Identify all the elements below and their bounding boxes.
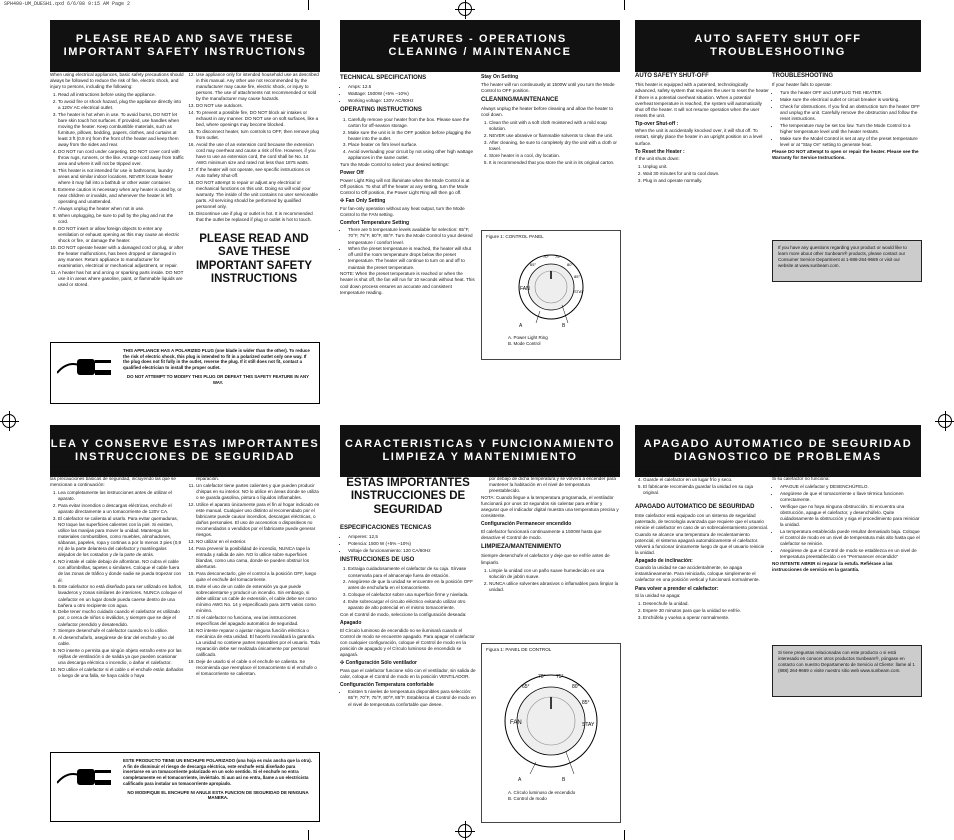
es-features-col-b: • Cuando se alcance la temperatura preestablecida, el calefactor se apagará hasta que la temperatura de la habitación descienda por debajo de dicha temperatura y se volverá a encender para mantener la habitación en el nivel de temperatura preestablecido. NOTA: Cuando llegue a la temperatura programada, el ventilador funcionará por unos 10 segundos sin calentar para enfriar y asegurar que el indicador digital muestra una temperatura precisa y consistente. Configuración Permanecer encendido El calefactor funcionará continuamente a 1500W hasta que desactive el Control de modo. LIMPIEZA/MANTENIMIENTO Siempre desenchufe el calefactor y deje que se enfríe antes de limpiarlo. 1. Limpie la unidad con un paño suave humedecido en una solución de jabón suave. 2. NUNCA utilice solventes abrasivos o inflamables para limpiar la unidad. [481,464,621,593]
list-item: 3. The heater is hot when in use. To avoid burns, DO NOT let bare skin touch hot surfaces. If provided, use handles when moving the heater. Keep combustible materials, such as furniture, pillows, bedding, papers, clothes, and curtains at least 3 ft (0.9 m) from the front of the heater and keep them away from the sides and rear. [58,112,184,148]
en-control-panel-figure: Figure 1: CONTROL PANEL FAN 65° 70° 75° 80° 85° STAY A B A. Power Light Ring B. Mode Control [481,230,621,360]
list-item: • Working voltage: 120V AC/60Hz [348,98,476,104]
list-item: • The temperature may be set too low. Turn the Mode Control to a higher temperature level until the heater restarts. [780,123,922,135]
list-item: 2. Para evitar incendios o descargas eléctricas, enchufe el aparato directamente a un tomacorriente de 120V CA. [58,503,184,515]
svg-text:85°: 85° [582,700,590,706]
list-item: 9. NO inserte o permita que ningún objeto extraño entre por las rejillas de ventilación o de salida ya que pueden ocasionar una descarga eléctrica o incendio, o dañar el calefactor. [58,648,184,666]
svg-text:65°: 65° [522,684,530,690]
en-big-notice: PLEASE READ AND SAVE THESE IMPORTANT SAFETY INSTRUCTIONS [195,233,313,285]
banner-en-features: FEATURES - OPERATIONS CLEANING / MAINTENANCE [340,20,620,72]
list-item: 1. Clean the unit with a soft cloth moistened with a mild soap solution. [489,120,621,132]
en-tech-heading: TECHNICAL SPECIFICATIONS [340,75,427,81]
list-item: 4. NO instale el cable debajo de alfombras. NO cubra el cable con alfombrillas, tapetes o similares. Coloque el cable fuera de las zonas de tráfico y donde nadie se pueda tropezar con él. [58,559,184,583]
list-item: 5. This heater is not intended for use in bathrooms, laundry areas and similar indoor locations. NEVER locate heater where it may fall into a bathtub or other water container. [58,168,184,186]
list-item: 1. Read all instructions before using the appliance. [58,92,184,98]
svg-text:80°: 80° [567,262,574,267]
list-item: 3. El calefactor se calienta al usarlo. Para evitar quemaduras, NO toque las superficies calientes con la piel. Si existen, utilice las manijas para mover la unidad. Mantenga los materiales combustibles, como muebles, almohadones, sábanas, papeles, ropa y cortinas a por lo menos 3 pies (0,9 m) de la parte delantera del calefactor y manténgalos alejados de los costados y de la parte de atrás. [58,516,184,558]
list-item: 4. Avoid overloading your circuit by not using other high wattage appliances in the same outlet. [348,149,476,161]
fan-icon: ✣ [340,198,346,205]
registration-mark [458,2,472,16]
list-item: • There are 5 temperature levels available for selection: 65°F, 70°F, 75°F, 80°F, 85°F. Turn the Mode Control to your desired temperature / comfort level. [348,227,476,245]
svg-text:STAY: STAY [574,289,584,294]
list-item: • APAGUE el calefactor y DESENCHÚFELO. [780,484,922,490]
en-clean-heading: CLEANING/MAINTENANCE [481,96,559,103]
list-item: 15. Para desconectarlo, gire el control a la posición OFF, luego quite el enchufe del tomacorriente. [196,571,320,583]
list-item: 7. Siempre desenchufe el calefactor cuando no lo utilice. [58,628,184,634]
list-item: 2. Make sure the unit is in the OFF position before plugging the heater into the outlet. [348,130,476,142]
list-item: 1. Desenchufe la unidad. [643,601,769,607]
list-item: 1. Extraiga cuidadosamente el calefactor de su caja. Sírvase conservarla para el almacenaje fuera de estación. [348,566,476,578]
es-plug-notice: ESTE PRODUCTO TIENE UN ENCHUFE POLARIZADO (una hoja es más ancha que la otra). A fin de disminuir el riesgo de descarga eléctrica, este enchufe está diseñado para insertarse en un tomacorriente polarizado en un solo sentido. Si el enchufe no entra completamente en el tomacorriente, inviértalo. Si aun así no entra, llame a un electricista calificado para instalar un tomacorriente apropiado. NO MODIFIQUE EL ENCHUFE NI ANULE ESTA FUNCION DE SEGURIDAD DE NINGUNA MANERA. [50,752,320,822]
list-item: 18. NO intente reparar o ajustar ninguna función eléctrica o mecánica de esta unidad. El hacerlo invalidará la garantía. La unidad no contiene partes reparables por el usuario. Toda reparación debe ser realizada únicamente por personal calificado. [196,628,320,658]
list-item: 14. Para prevenir la posibilidad de incendio, NUNCA tape la entrada y salida de aire. NO lo utilice sobre superficies blandas, como una cama, donde se pueden obstruir los aberturas. [196,546,320,570]
list-item: 2. To avoid fire or shock hazard, plug the appliance directly into a 120V AC electrical outlet. [58,99,184,111]
list-item: 19. Deje de usarlo si el cable o el enchufe se calienta. Se recomienda que reemplace el tomacorriente si el enchufe o el tomacorriente se calientan. [196,659,320,677]
list-item: 7. Always unplug the heater when not in use. [58,206,184,212]
list-item: 10. DO NOT operate heater with a damaged cord or plug, or after the heater malfunctions, has been dropped or damaged in any manner. Return appliance to manufacturer for examination, electrical or mechanical adjustment, or repair. [58,245,184,269]
list-item: 4. Guarde el calefactor en un lugar frío y seco. [643,477,769,483]
svg-text:70°: 70° [543,254,550,259]
es-safety-col-b [188,464,320,678]
list-item: 4. Evite sobrecargar el circuito eléctrico evitando utilizar otro aparato de alto potencial en el mismo tomacorriente. [348,599,476,611]
list-item: 11. Un calefactor tiene partes calientes y que pueden producir chispas en su interior. NO lo utilice en áreas donde se utiliza o se guarda gasolina, pintura o líquidos inflamables. [196,483,320,501]
plug-icon [57,761,115,795]
list-item: • Wattage: 1500W (+5% –10%) [348,91,476,97]
crop-mark [308,0,309,10]
list-item: 2. Asegúrese de que la unidad se encuentre en la posición OFF antes de enchufarla en el tomacorriente. [348,579,476,591]
list-item: 17. If the heater will not operate, see specific instructions on Auto Safety Shut-off. [196,167,320,179]
crop-mark [624,0,625,10]
list-item: 2. NEVER use abrasive or flammable solvents to clean the unit. [489,133,621,139]
list-item: 12. Utilice el aparato únicamente para el fin al hogar indicado en este manual. Cualquier uso distinto al recomendado por el fabricante puede causar incendios, descargas eléctricas, o daños personales. El uso de accesorios o dispositivos no recomendados o vendidos por el fabricante puede generar riesgos. [196,502,320,538]
list-item: 2. Espere 30 minutos para que la unidad se enfríe. [643,608,769,614]
svg-text:75°: 75° [556,674,564,680]
es-trouble-col: SI SU CALEFACTOR NO FUNCIONA Si su calefactor no funciona: • APAGUE el calefactor y DESENCHÚFELO. • Asegúrese de que el tomacorriente o llave térmica funcionen correctamente. • Verifique que no haya ninguna obstrucción. Si encuentra una obstrucción, apague el calefactor, y desenchúfelo. Quite cuidadosamente la obstrucción y siga el procedimiento para reiniciar la unidad. • La temperatura establecida puede resultar demasiado baja. Coloque el Control de modo en un nivel de temperatura más alto hasta que el calefactor se reinicie. • Asegúrese de que el Control de modo se establezca en un nivel de temperatura preestablecido o en "Permanecer encendido" NO INTENTE ABRIR ni reparar la estufa. Refiérase a las instrucciones de servicio en la garantía. [772,464,922,575]
svg-text:65°: 65° [530,262,537,267]
banner-en-shutoff: AUTO SAFETY SHUT OFF TROUBLESHOOTING [635,20,921,72]
plug-icon [57,351,115,385]
registration-mark [2,414,16,428]
list-item: 10. NO utilice el calefactor si el cable o el enchufe están dañados o luego de una falla, se haya caído o haya [58,667,184,679]
list-item: 17. Si el calefactor no funciona, vea las instrucciones específicas del apagado automático de seguridad. [196,615,320,627]
list-item: 5. El fabricante recomienda guardar la unidad en su caja original. [643,484,769,496]
control-dial [506,249,596,325]
list-item: 2. Wait 30 minutes for unit to cool down. [643,171,769,177]
banner-es-shutoff: APAGADO AUTOMATICO DE SEGURIDAD DIAGNOSTICO DE PROBLEMAS [635,425,921,477]
list-item: • Check for obstructions. If you find an obstruction turn the heater OFF and unplug the unit. Carefully remove the obstruction and follow the reset instructions. [780,104,922,122]
registration-mark [938,414,952,428]
list-item: 19. Discontinue use if plug or outlet is hot. It is recommended that the outlet be replaced if plug or outlet is hot to touch. [196,211,320,223]
list-item: • Existen 5 niveles de temperatura disponibles para selección: 65°F, 70°F, 75°F, 80°F, 85°F. Establezca el Control de modo en el nivel de temperatura confortable que desee. [348,689,476,707]
list-item: • Asegúrese de que el tomacorriente o llave térmica funcionen correctamente. [780,491,922,503]
list-item: sufrido cualquier tipo de daño. Devuelva el aparato al fabricante para su inspección, ajuste eléctrico o mecánico, o reparación. [196,464,319,482]
list-item: • When the preset temperature is reached, the heater will shut off until the room temperature drops below the preset temperature. The heater will continue to turn on and off to maintain the preset temperature. [348,246,476,270]
file-slug: SPH400-UM_DUESH1.qxd 6/6/08 9:15 AM Page 2 [4,1,131,7]
list-item: 3. Enchúfela y vuelva a operar normalmente. [643,615,769,621]
list-item: 1. Unplug unit. [643,164,769,170]
list-item: • Voltaje de funcionamiento: 120 CA/60Hz [348,548,476,554]
en-contact-box: If you have any questions regarding your product or would like to learn more about other Sunbeam® products, please contact our Consumer Service Department at 1-888-264-9669 or visit our website at www.sunbeam.com. [772,240,922,282]
list-item: 4. Store heater in a cool, dry location. [489,153,621,159]
list-item: 1. Limpie la unidad con un paño suave humedecido en una solución de jabón suave. [489,568,621,580]
banner-es-features: CARACTERISTICAS Y FUNCIONAMIENTO LIMPIEZA Y MANTENIMIENTO [340,425,620,477]
crop-mark [308,830,309,840]
en-trouble-heading: TROUBLESHOOTING [772,73,833,79]
en-trouble-col: TROUBLESHOOTING If your heater fails to operate: • Turn the heater OFF and UNPLUG THE HEATER. • Make sure the electrical outlet or circuit breaker is working. • Check for obstructions. If you find an obstruction turn the heater OFF and unplug the unit. Carefully remove the obstruction and follow the reset instructions. • The temperature may be set too low. Turn the Mode Control to a higher temperature level until the heater restarts. • Make sure the Model Control is set at any of the preset temperature level or at "Stay On" setting to generate heat. Please DO NOT attempt to open or repair the heater. Please see the Warranty for Service Instructions. [772,70,922,163]
control-dial [496,666,606,776]
list-item: 18. DO NOT attempt to repair or adjust any electrical or mechanical functions on this unit. Doing so will void your warranty. The inside of the unit contains no user serviceable parts. All servicing should be performed by qualified personnel only. [196,180,320,210]
list-item: • Cuando se alcance la temperatura preestablecida, el calefactor se apagará hasta que la temperatura de la habitación descienda por debajo de dicha temperatura y se volverá a encender para mantener la habitación en el nivel de temperatura preestablecido. [489,464,621,494]
en-safety-list-b [188,72,320,223]
list-item: • Potencia: 1500 W (+5% –10%) [348,541,476,547]
es-big-notice: LEA Y CONSERVE ESTAS IMPORTANTES INSTRUCCIONES DE SEGURIDAD [346,464,470,516]
list-item: 6. Debe tener mucho cuidado cuando el calefactor es utilizado por, o cerca de niños o inválidos, y siempre que se deje el calefactor prendido y desatendido. [58,609,184,627]
list-item: 3. Place heater on firm level surface. [348,142,476,148]
en-safety-col-b [188,72,320,286]
es-safety-col-a: Para reducir el riesgo de incendios, descargas eléctricas y lesiones personales al utilizar electrodomésticos, siga siempre las precauciones básicas de seguridad, incluyendo las que se mencionan a continuación: 1. Lea completamente las instrucciones antes de utilizar el aparato. 2. Para evitar incendios o descargas eléctricas, enchufe el aparato directamente a un tomacorriente de 120V CA. 3. El calefactor se calienta al usarlo. Para evitar quemaduras, NO toque las superficies calientes con la piel. Si existen, utilice las manijas para mover la unidad. Mantenga los materiales combustibles, como muebles, almohadones, sábanas, papeles, ropa y cortinas a por lo menos 3 pies (0,9 m) de la parte delantera del calefactor y manténgalos alejados de los costados y de la parte de atrás. 4. NO instale el cable debajo de alfombras. NO cubra el cable con alfombrillas, tapetes o similares. Coloque el cable fuera de las zonas de tráfico y donde nadie se pueda tropezar con él. 5. Este calefactor no está diseñado para ser utilizado en baños, lavaderos y zonas similares de interiores. NUNCA coloque el calefactor en un lugar donde pueda caerse dentro de una bañera u otro recipiente con agua. 6. Debe tener mucho cuidado cuando el calefactor es utilizado por, o cerca de niños o inválidos, y siempre que se deje el calefactor prendido y desatendido. 7. Siempre desenchufe el calefactor cuando no lo utilice. 8. Al desenchufarlo, asegúrese de tirar del enchufe y no del cable. 9. NO inserte o permita que ningún objeto extraño entre por las rejillas de ventilación o de salida ya que pueden ocasionar una descarga eléctrica o incendio, o dañar el calefactor. 10. NO utilice el calefactor si el cable o el enchufe están dañados o luego de una falla, se haya caído o haya [50,464,184,680]
list-item: 13. NO utilizar en el exterior. [196,539,320,545]
list-item: • Make sure the Model Control is set at any of the preset temperature level or at "Stay On" setting to generate heat. [780,136,922,148]
en-safety-intro: When using electrical appliances, basic safety precautions should always be followed to reduce the risk of fire, electric shock, and injury to persons, including the following: [50,72,184,90]
banner-en-safety: PLEASE READ AND SAVE THESE IMPORTANT SAFETY INSTRUCTIONS [50,20,320,72]
list-item: 3. After cleaning, be sure to completely dry the unit with a cloth or towel. [489,140,621,152]
list-item: 12. Use appliance only for intended household use as described in this manual. Any other use not recommended by the manufacturer may cause fire, electric shock, or injury to persons. The use of attachments not recommended or sold by the manufacturer may cause hazards. [196,72,320,102]
list-item: 5. Este calefactor no está diseñado para ser utilizado en baños, lavaderos y zonas similares de interiores. NUNCA coloque el calefactor en un lugar donde pueda caerse dentro de una bañera u otro recipiente con agua. [58,584,184,608]
list-item: 8. When unplugging, be sure to pull by the plug and not the cord. [58,213,184,225]
svg-text:85°: 85° [574,274,581,279]
svg-text:70°: 70° [538,674,546,680]
list-item: 8. Al desenchufarlo, asegúrese de tirar del enchufe y no del cable. [58,635,184,647]
list-item: 14. To prevent a possible fire, DO NOT block air intakes or exhaust in any manner. DO NOT use on soft surfaces, like a bed, where openings may become blocked. [196,110,320,128]
list-item: • Asegúrese de que el Control de modo se establezca en un nivel de temperatura preestablecido o en "Permanecer encendido" [780,548,922,560]
list-item: • Turn the heater OFF and UNPLUG THE HEATER. [780,90,922,96]
list-item: 1. Lea completamente las instrucciones antes de utilizar el aparato. [58,490,184,502]
list-item: 16. Evite el uso de un cable de extensión ya que puede sobrecalentarse y producir un incendio. Sin embargo, si debe utilizar un cable de extensión, el cable debe ser como mínimo AWG No. 14 y especificado para 1875 vatios como mínimo. [196,584,320,614]
list-item: 13. DO NOT use outdoors. [196,103,320,109]
list-item: • Amps: 12.5 [348,84,476,90]
list-item: 16. Avoid the use of an extension cord because the extension cord may overheat and cause a risk of fire. However, if you have to use an extension cord, the cord shall be No. 14 AWG minimum size and rated not less than 1875 watts. [196,142,320,166]
svg-text:80°: 80° [572,684,580,690]
crop-mark [624,830,625,840]
list-item: 11. A heater has hot and arcing or sparking parts inside. DO NOT use it in areas where gasoline, paint, or flammable liquids are used or stored. [58,270,184,288]
list-item: 3. Plug in and operate normally. [643,178,769,184]
list-item: 15. To disconnect heater, turn controls to OFF, then remove plug from outlet. [196,129,320,141]
list-item: 6. Extreme caution is necessary when any heater is used by, or near children or invalids, and whenever the heater is left operating and unattended. [58,187,184,205]
registration-mark [458,824,472,838]
fan-icon: ✣ [340,660,346,667]
list-item: • La temperatura establecida puede resultar demasiado baja. Coloque el Control de modo en un nivel de temperatura más alto hasta que el calefactor se reinicie. [780,529,922,547]
list-item: • Amperes: 12,5 [348,534,476,540]
en-auto-heading: AUTO SAFETY SHUT-OFF [635,73,709,79]
list-item: 5. It is recommended that you store the unit in its original carton. [489,160,621,166]
list-item: 1. Carefully remove your heater from the box. Please save the carton for off-season storage. [348,117,476,129]
es-control-panel-figure: Figura 1: PANEL DE CONTROL FAN 65° 70° 75° 80° 85° STAY A B A. Círculo luminoso de encendido B. Control de modo [481,643,621,823]
list-item: • Make sure the electrical outlet or circuit breaker is working. [780,97,922,103]
es-auto-col-a: 3. Luego de limpiarlo, asegúrese de secar completamente la unidad con un trapo o toalla. 4. Guarde el calefactor en un lugar frío y seco. 5. El fabricante recomienda guardar la unidad en su caja original. APAGADO AUTOMATICO DE SEGURIDAD Este calefactor está equipado con un sistema de seguridad patentado, de tecnología avanzada que requiere que el usuario reinicie el calefactor en caso de un sobrecalentamiento potencial. Cuando se alcance una temperatura de recalentamiento potencial, el sistema apagará automáticamente el calefactor. Volverá a funcionar únicamente luego de que el usuario reinicie la unidad. Apagado de inclinación: Cuando la unidad se cae accidentalmente, se apaga instantáneamente. Para reiniciarla, coloque simplemente el calefactor en una posición vertical y funcionará normalmente. Para volver a prender el calefactor: Si la unidad se apaga: 1. Desenchufe la unidad. 2. Espere 30 minutos para que la unidad se enfríe. 3. Enchúfela y vuelva a operar normalmente. [635,464,769,622]
list-item: 4. DO NOT run cord under carpeting. DO NOT cover cord with throw rugs, runners, or the like. Arrange cord away from traffic area and where it will not be tripped over. [58,149,184,167]
en-plug-notice: THIS APPLIANCE HAS A POLARIZED PLUG (one blade is wider than the other). To reduce the risk of electric shock, this plug is intended to fit in a polarized outlet only one way. If the plug does not fit fully in the outlet, reverse the plug. If it still does not fit, contact a qualified electrician to install the proper outlet. DO NOT ATTEMPT TO MODIFY THIS PLUG OR DEFEAT THIS SAFETY FEATURE IN ANY WAY. [50,342,320,404]
es-features-col-a: LEA Y CONSERVE ESTAS IMPORTANTES INSTRUCCIONES DE SEGURIDAD ESPECIFICACIONES TECNICAS • Amperes: 12,5 • Potencia: 1500 W (+5% –10%) • Voltaje de funcionamiento: 120 CA/60Hz INSTRUCCIONES DE USO 1. Extraiga cuidadosamente el calefactor de su caja. Sírvase conservarla para el almacenaje fuera de estación. 2. Asegúrese de que la unidad se encuentre en la posición OFF antes de enchufarla en el tomacorriente. 3. Coloque el calefactor sobre una superficie firme y nivelada. 4. Evite sobrecargar el circuito eléctrico evitando utilizar otro aparato de alto potencial en el mismo tomacorriente. Con el Control de modo, seleccione la configuración deseada: Apagado El Círculo luminoso de encendido no se iluminará cuando el Control de modo se encuentre apagado. Para apagar el calefactor con cualquier configuración, coloque el Control de modo en la posición de apagado y el Círculo luminoso de encendido se apagará. ✣ Configuración Sólo ventilador Para que el calefactor funcione sólo con el ventilador, sin salida de calor, coloque el Control de modo en la posición VENTILADOR. Configuración Temperatura confortable • Existen 5 niveles de temperatura disponibles para selección: 65°F, 70°F, 75°F, 80°F, 85°F. Establezca el Control de modo en el nivel de temperatura confortable que desee. [340,464,476,708]
list-item: • Verifique que no haya ninguna obstrucción. Si encuentra una obstrucción, apague el calefactor, y desenchúfelo. Quite cuidadosamente la obstrucción y siga el procedimiento para reiniciar la unidad. [780,504,922,528]
svg-text:STAY: STAY [582,722,595,728]
svg-text:75°: 75° [555,254,562,259]
en-tech-list [340,84,476,104]
list-item: 3. Coloque el calefactor sobre una superficie firme y nivelada. [348,592,476,598]
en-ops-heading: OPERATING INSTRUCTIONS [340,107,422,114]
es-contact-box: Si tiene preguntas relacionadas con este producto o si está interesado en conocer otros productos Sunbeam®, póngase en contacto con nuestro Departamento de Servicio al Cliente: llame al 1 (888) 264-9669 o visite nuestro sitio web www.sunbeam.com. [772,645,922,697]
en-ops-list [340,117,476,162]
en-auto-col-a: AUTO SAFETY SHUT-OFF This heater is equipped with a patented, technologically advanced, safety system that requires the user to reset the heater if there is a potential overheat situation. When a potential overheat temperature is reached, the system will automatically shut off the heater. It will not resume operation when the user resets the unit. Tip-over Shut-off : When the unit is accidentally knocked over, it will shut off. To restart, simply place the heater in an upright position on a level surface. To Reset the Heater : If the unit shuts down: 1. Unplug unit. 2. Wait 30 minutes for unit to cool down. 3. Plug in and operate normally. [635,70,769,185]
list-item: 9. DO NOT insert or allow foreign objects to enter any ventilation or exhaust opening as this may cause an electric shock or fire, or damage the heater. [58,226,184,244]
svg-text:FAN: FAN [510,720,522,726]
banner-es-safety: LEA Y CONSERVE ESTAS IMPORTANTES INSTRUCCIONES DE SEGURIDAD [50,425,320,477]
en-safety-list-a [50,92,184,288]
list-item: 2. NUNCA utilice solventes abrasivos o inflamables para limpiar la unidad. [489,581,621,593]
en-features-col-b: Stay On Setting The heater will run continuously at 1500W until you turn the Mode Control to OFF position. CLEANING/MAINTENANCE Always unplug the heater before cleaning and allow the heater to cool down. 1. Clean the unit with a soft cloth moistened with a mild soap solution. 2. NEVER use abrasive or flammable solvents to clean the unit. 3. After cleaning, be sure to completely dry the unit with a cloth or towel. 4. Store heater in a cool, dry location. 5. It is recommended that you store the unit in its original carton. [481,72,621,167]
en-features-col-a: TECHNICAL SPECIFICATIONS • Amps: 12.5 • Wattage: 1500W (+5% –10%) • Working voltage: 120V AC/60Hz OPERATING INSTRUCTIONS 1. Carefully remove your heater from the box. Please save the carton for off-season storage. 2. Make sure the unit is in the OFF position before plugging the heater into the outlet. 3. Place heater on firm level surface. 4. Avoid overloading your circuit by not using other high wattage appliances in the same outlet. Turn the Mode Control to select your desired settings: Power Off Power Light Ring will not illuminate when the Mode Control is at Off position. To shut off the heater at any setting, turn the Mode Control to Off position, the Power Light Ring will then go off. ✣ Fan Only Setting For fan-only operation without any heat output, turn the Mode Control to the FAN setting. Comfort Temperature Setting • There are 5 temperature levels available for selection: 65°F, 70°F, 75°F, 80°F, 85°F. Turn the Mode Control to your desired temperature / comfort level. • When the preset temperature is reached, the heater will shut off until the room temperature drops below the preset temperature. The heater will continue to turn on and off to maintain the preset temperature. NOTE: When the preset temperature is reached or when the heater is shut off, the fan will run for 10 seconds without heat. This cool down process ensures an accurate and consistent temperature reading. [340,72,476,298]
en-safety-col-a [50,72,184,289]
list-item: 3. Luego de limpiarlo, asegúrese de secar completamente la unidad con un trapo o toalla. [643,464,769,476]
svg-text:FAN: FAN [520,286,530,292]
